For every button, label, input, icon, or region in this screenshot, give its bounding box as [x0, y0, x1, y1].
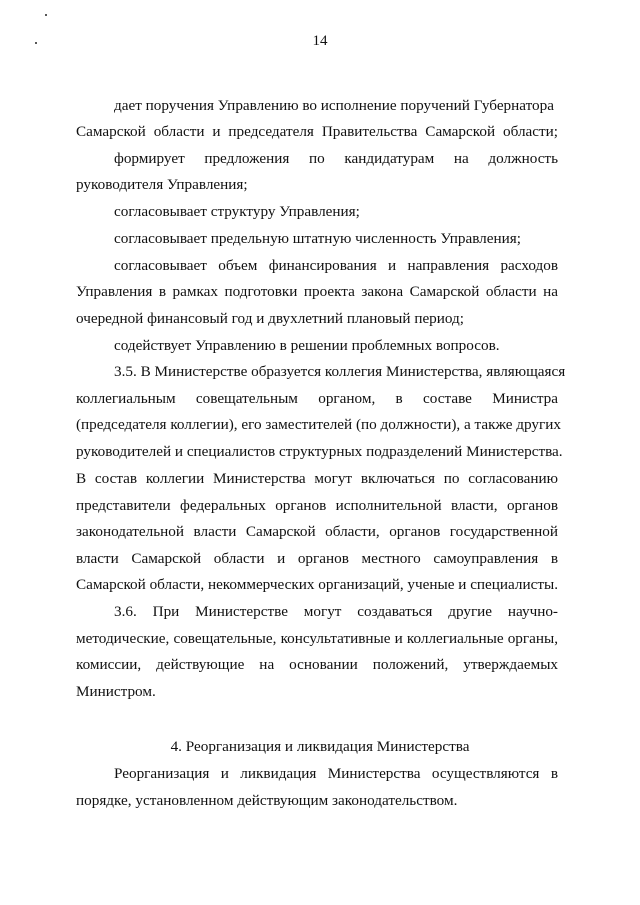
text-line: представители федеральных органов исполнительной власти, органов: [76, 497, 558, 514]
scan-dot: [45, 14, 47, 16]
text-line: Управления в рамках подготовки проекта закона Самарской области на: [76, 283, 558, 300]
section-heading: 4. Реорганизация и ликвидация Министерства: [170, 738, 470, 755]
text-line: коллегиальным совещательным органом, в составе Министра: [76, 390, 558, 407]
text-line: методические, совещательные, консультативные и коллегиальные органы,: [76, 630, 558, 647]
text-line: руководителей и специалистов структурных подразделений Министерства.: [76, 443, 563, 460]
text-line: Самарской области и председателя Правительства Самарской области;: [76, 123, 558, 140]
text-line: порядке, установленном действующим законодательством.: [76, 792, 458, 809]
text-line: дает поручения Управлению во исполнение поручений Губернатора: [114, 97, 554, 114]
text-line: согласовывает структуру Управления;: [114, 203, 360, 220]
text-line: согласовывает предельную штатную численность Управления;: [114, 230, 521, 247]
text-line: руководителя Управления;: [76, 176, 248, 193]
text-line: комиссии, действующие на основании положений, утверждаемых: [76, 656, 558, 673]
text-line: формирует предложения по кандидатурам на должность: [114, 150, 558, 167]
text-line: законодательной власти Самарской области, органов государственной: [76, 523, 558, 540]
text-line: 3.6. При Министерстве могут создаваться другие научно-: [114, 603, 558, 620]
text-line: согласовывает объем финансирования и направления расходов: [114, 257, 558, 274]
text-line: Самарской области, некоммерческих организаций, ученые и специалисты.: [76, 576, 559, 593]
text-line: Министром.: [76, 683, 156, 700]
text-line: власти Самарской области и органов местного самоуправления в: [76, 550, 558, 567]
text-line: содействует Управлению в решении проблемных вопросов.: [114, 337, 500, 354]
page-number: 14: [312, 33, 328, 49]
text-line: очередной финансовый год и двухлетний плановый период;: [76, 310, 465, 327]
text-line: (председателя коллегии), его заместителей (по должности), а также других: [76, 416, 561, 433]
text-line: 3.5. В Министерстве образуется коллегия Министерства, являющаяся: [114, 363, 566, 380]
text-line: Реорганизация и ликвидация Министерства осуществляются в: [114, 765, 558, 782]
text-line: В состав коллегии Министерства могут включаться по согласованию: [76, 470, 558, 487]
